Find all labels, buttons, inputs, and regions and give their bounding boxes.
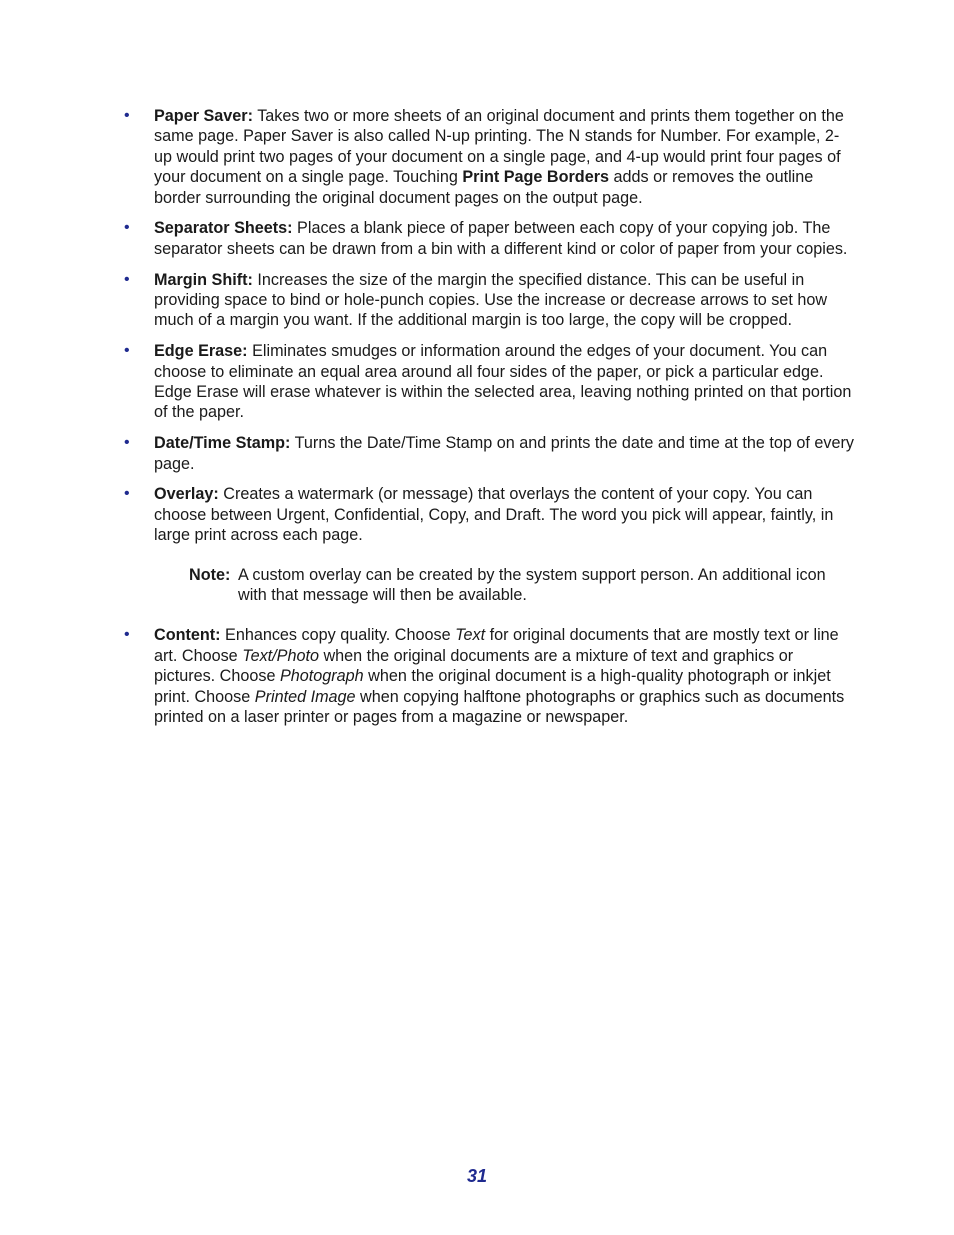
term-label: Content: xyxy=(154,626,221,645)
italic-option-printed-image: Printed Image xyxy=(254,687,356,706)
bold-inline: Print Page Borders xyxy=(462,168,610,187)
list-item-date-time-stamp xyxy=(0,433,856,474)
item-text: Takes two or more sheets of an original document and prints them together on the same page. Paper Saver is also called N-up printing. The N stands for Number. For example, 2-up would print two pages of your document on a single page, and 4-up would print four pages of your document on a single page. Touching xyxy=(154,107,844,187)
item-text: adds or removes the outline border surrounding the original document pages on the output page. xyxy=(154,168,814,207)
list-item-paper-saver xyxy=(0,106,856,208)
item-text: when the original documents are a mixture of text and graphics or pictures. Choose xyxy=(154,646,794,686)
term-label: Edge Erase: xyxy=(154,342,248,361)
list-item-overlay xyxy=(0,484,856,545)
item-text: Eliminates smudges or information around the edges of your document. You can choose to eliminate an equal area around all four sides of the paper, or pick a particular edge. Edge Erase will erase whatever is within the selected area, leaving nothing printed on that portion of the paper. xyxy=(154,342,852,422)
item-text: Increases the size of the margin the specified distance. This can be useful in providing space to bind or hole-punch copies. Use the increase or decrease arrows to set how much of a margin you want. If the additional margin is too large, the copy will be cropped. xyxy=(154,270,828,330)
note-block xyxy=(0,565,856,606)
term-label: Overlay: xyxy=(154,485,219,504)
term-label: Margin Shift: xyxy=(154,270,253,289)
list-item-edge-erase xyxy=(0,341,856,423)
term-label: Paper Saver: xyxy=(154,107,253,125)
item-text: Creates a watermark (or message) that overlays the content of your copy. You can choose between Urgent, Confidential, Copy, and Draft. The word you pick will appear, faintly, in large print across each page. xyxy=(154,485,834,545)
italic-option-text-photo: Text/Photo xyxy=(242,646,319,665)
term-label: Separator Sheets: xyxy=(154,219,293,238)
note-text: A custom overlay can be created by the system support person. An additional icon with that message will then be available. xyxy=(238,565,826,605)
note-label: Note: xyxy=(189,565,231,584)
item-text: Turns the Date/Time Stamp on and prints the date and time at the top of every page. xyxy=(154,434,855,473)
item-text: when copying halftone photographs or graphics such as documents printed on a laser printer or pages from a magazine or newspaper. xyxy=(154,687,845,727)
bullet-icon: • xyxy=(124,219,130,237)
bullet-icon: • xyxy=(124,107,130,124)
bullet-icon: • xyxy=(124,342,130,360)
italic-option-text: Text xyxy=(455,626,486,645)
item-text: for original documents that are mostly text or line art. Choose xyxy=(154,626,839,665)
page-number: 31 xyxy=(466,1166,488,1186)
list-item-separator-sheets xyxy=(0,218,856,259)
italic-option-photograph: Photograph xyxy=(279,667,364,686)
bullet-icon: • xyxy=(124,270,130,288)
bullet-icon: • xyxy=(124,626,130,644)
bullet-icon: • xyxy=(124,434,130,452)
document-body xyxy=(0,106,954,738)
item-text: when the original document is a high-quality photograph or inkjet print. Choose xyxy=(154,667,831,706)
item-text: Enhances copy quality. Choose xyxy=(220,626,456,645)
item-text: Places a blank piece of paper between each copy of your copying job. The separator sheets can be drawn from a bin with a different kind or color of paper from your copies. xyxy=(154,219,848,258)
list-item-margin-shift xyxy=(0,270,856,331)
term-label: Date/Time Stamp: xyxy=(154,434,291,453)
list-item-content xyxy=(0,625,856,727)
bullet-icon: • xyxy=(124,485,130,503)
